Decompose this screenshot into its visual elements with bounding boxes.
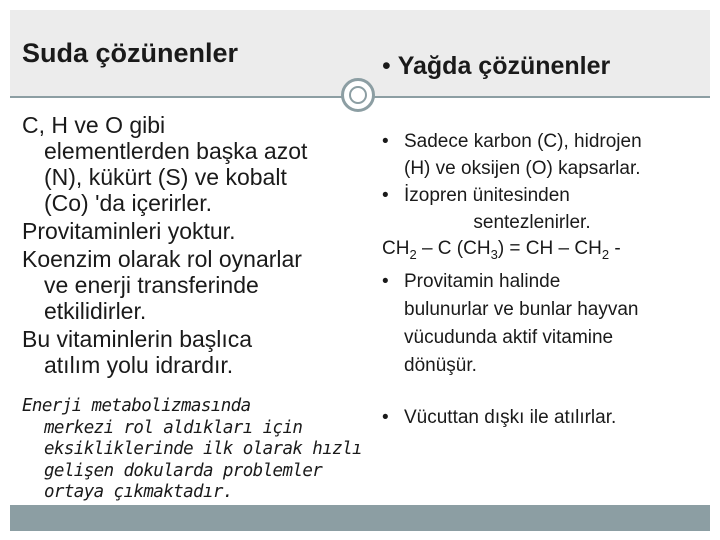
right-item-isoprene: • İzopren ünitesinden sentezlenirler. [382,185,591,233]
left-item-coenzyme: Koenzim olarak rol oynarlar ve enerji transferinde etkilidirler. [22,246,302,324]
decorative-circle-icon [341,78,375,112]
left-column [22,112,377,380]
isoprene-formula: $CH_2$ – C $(CH_3)$ = CH – $CH_2$ - [382,238,621,262]
left-item-metabolism: Enerji metabolizmasında merkezi rol aldıkları için eksikliklerinde ilk olarak hızlı gelişen dokularda problemler ortaya çıkmaktadır. [22,396,362,502]
left-item-excretion: Bu vitaminlerin başlıca atılım yolu idrardır. [22,326,253,378]
title-fat-soluble: • Yağda çözünenler [382,52,611,80]
left-item-elements: C, H ve O gibi elementlerden başka azot (N), kükürt (S) ve kobalt (Co) 'da içerirler. [22,112,308,216]
right-column [382,128,712,431]
right-item-excretion: • Vücuttan dışkı ile atılırlar. [382,406,617,428]
right-item-elements: • Sadece karbon (C), hidrojen (H) ve oksijen (O) kapsarlar. [382,131,642,179]
right-item-provitamin: • Provitamin halinde bulunurlar ve bunlar hayvan vücudunda aktif vitamine dönüşür. [382,270,639,376]
left-item-provitamin: Provitaminleri yoktur. [22,218,236,244]
footer-band [10,505,710,531]
title-water-soluble: Suda çözünenler [22,38,239,68]
